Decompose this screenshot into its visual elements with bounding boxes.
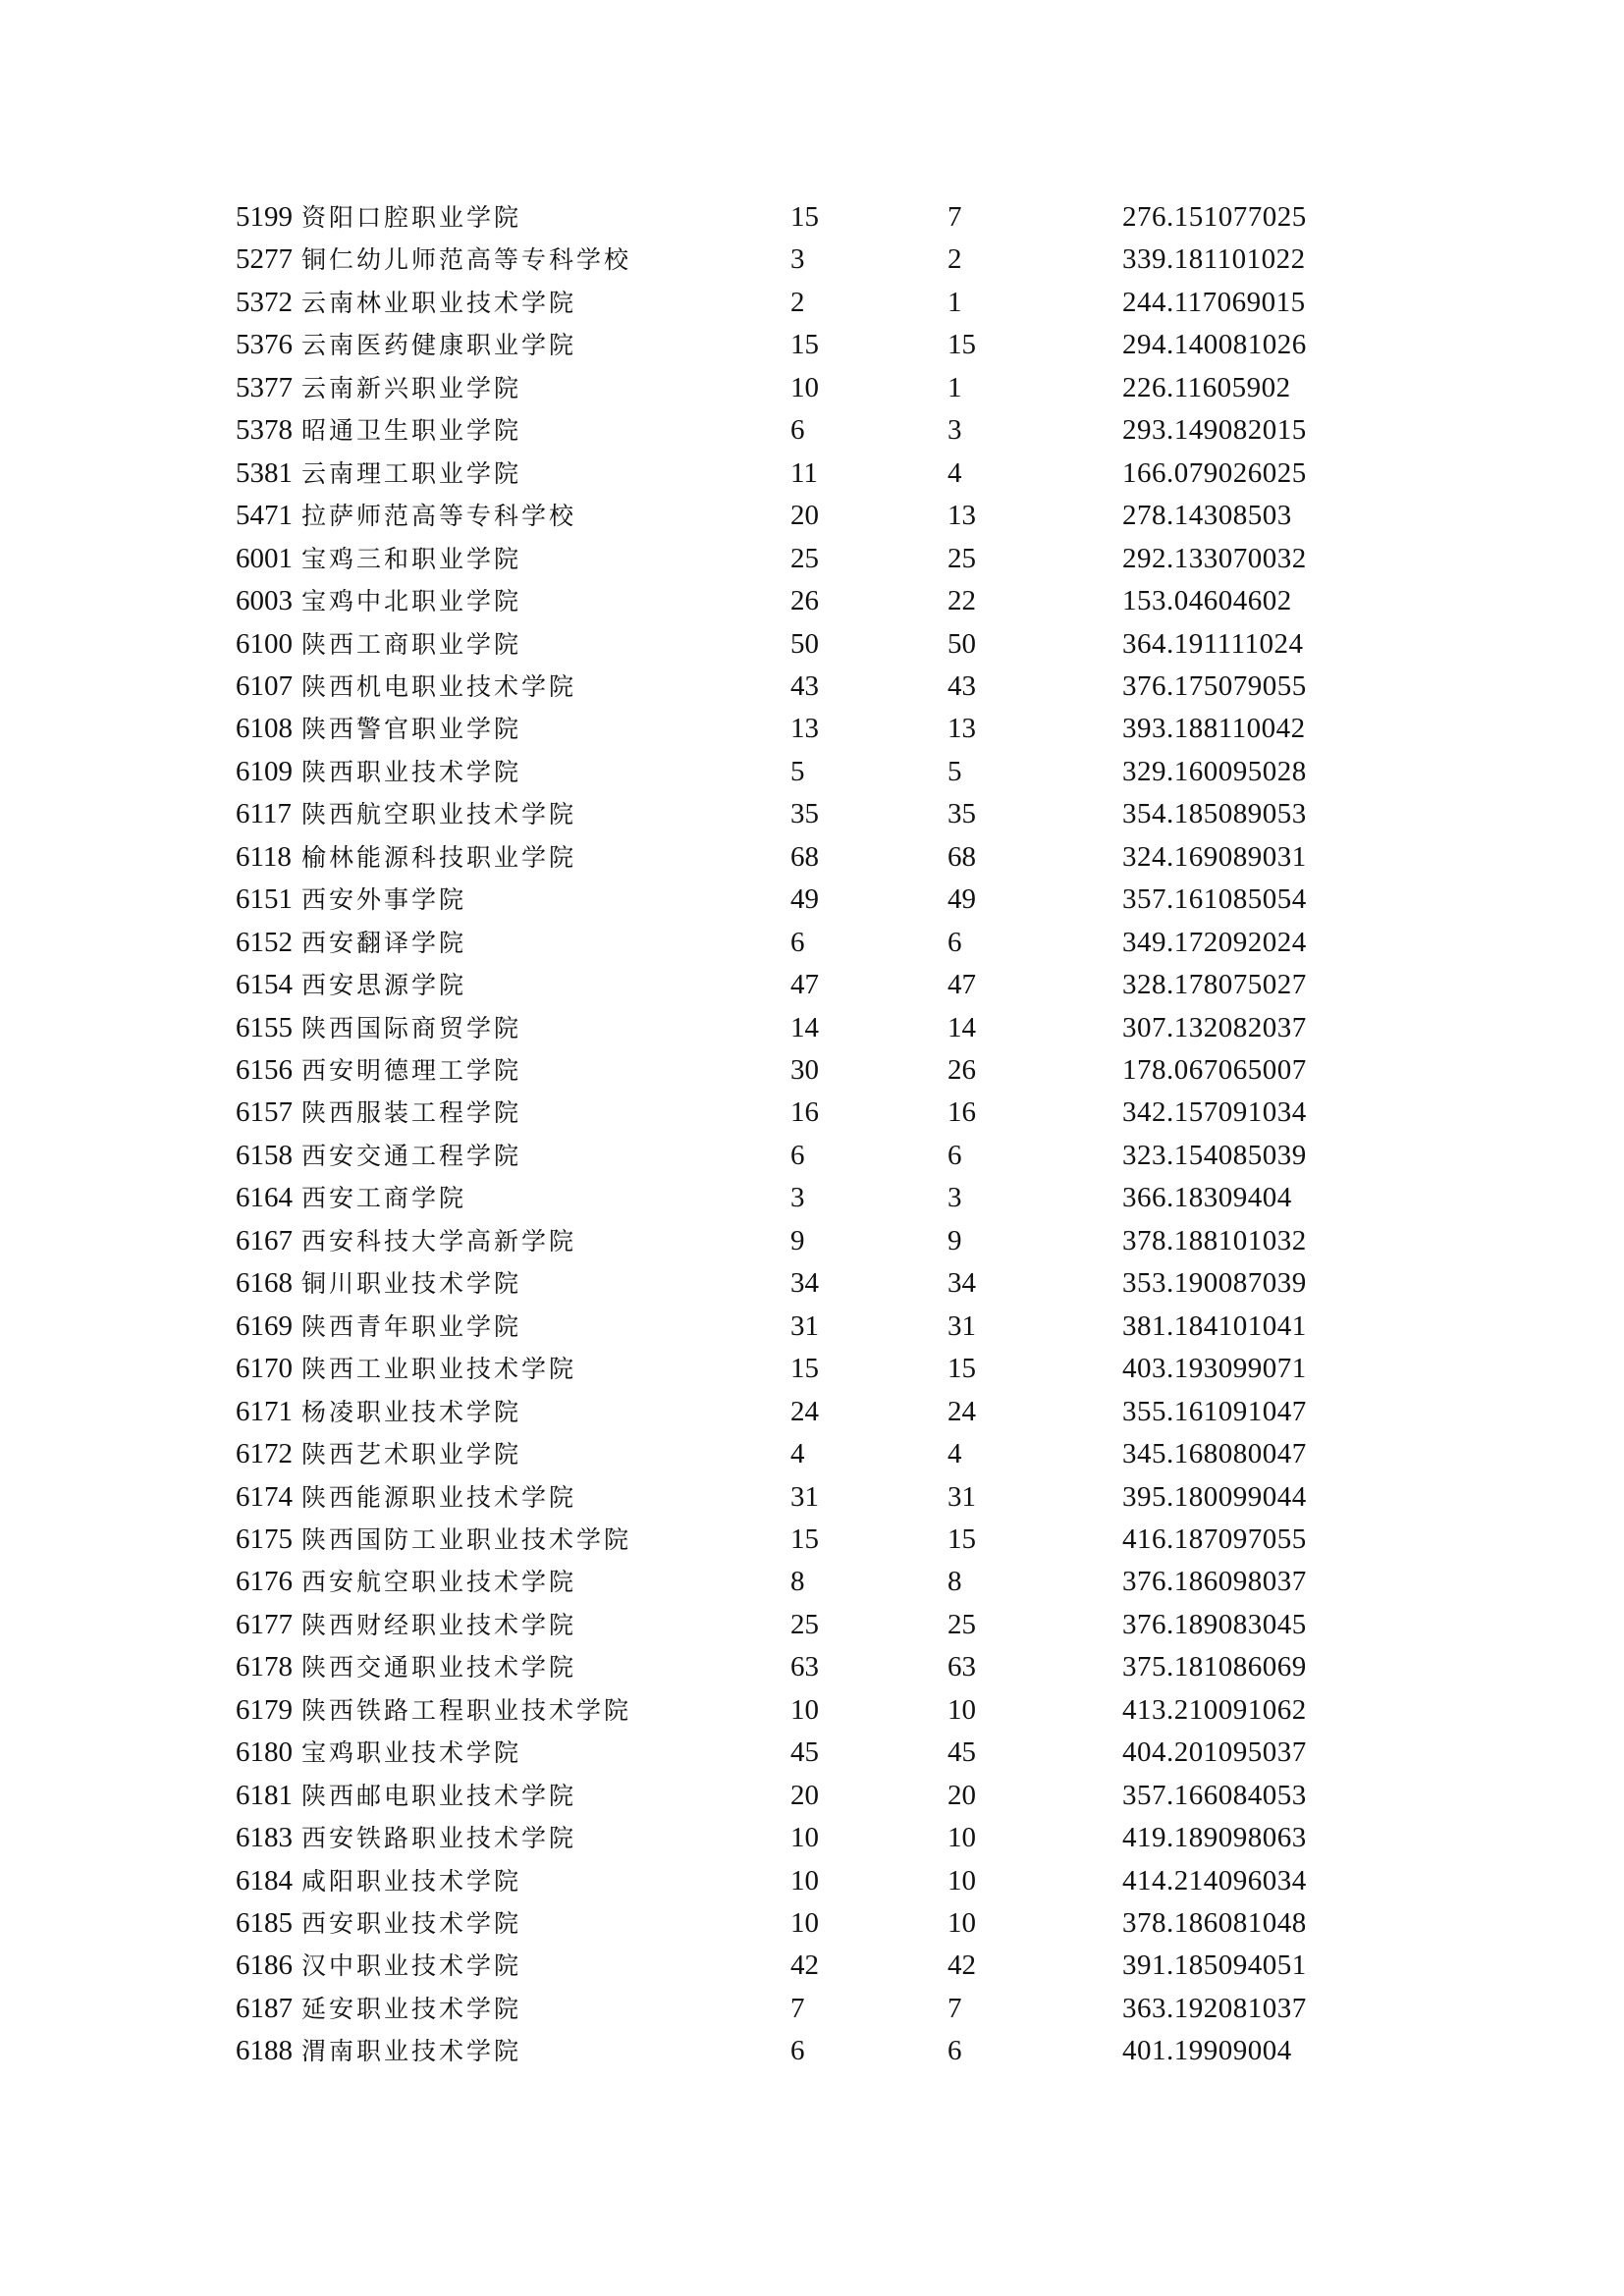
min-score: 376.189083045 (1122, 1608, 1307, 1640)
admitted-count: 20 (947, 1779, 976, 1811)
plan-count: 15 (790, 1522, 819, 1555)
admitted-count: 49 (947, 883, 976, 916)
school-code: 6100 (236, 627, 293, 660)
school-code: 6107 (236, 669, 293, 702)
admitted-count: 2 (947, 243, 962, 276)
school-code: 6167 (236, 1224, 293, 1256)
school-name: 西安铁路职业技术学院 (301, 1824, 577, 1853)
school-code: 5372 (236, 286, 293, 318)
min-score: 244.117069015 (1122, 286, 1306, 318)
school-code: 6176 (236, 1566, 293, 1598)
min-score: 328.178075027 (1122, 969, 1307, 1001)
table-row (0, 1007, 1624, 1050)
admitted-count: 4 (947, 1438, 962, 1470)
school-name: 陕西国防工业职业技术学院 (301, 1524, 632, 1554)
table-row (0, 495, 1624, 538)
school-code: 5377 (236, 371, 293, 403)
plan-count: 25 (790, 1608, 819, 1640)
admitted-count: 6 (947, 2035, 962, 2067)
school-name: 陕西机电职业技术学院 (301, 671, 577, 701)
table-row (0, 580, 1624, 623)
school-name: 西安交通工程学院 (301, 1141, 522, 1170)
min-score: 166.079026025 (1122, 456, 1307, 489)
plan-count: 26 (790, 585, 819, 617)
table-row (0, 879, 1624, 922)
plan-count: 10 (790, 1864, 819, 1896)
school-code: 6169 (236, 1309, 293, 1342)
school-name: 西安翻译学院 (301, 928, 467, 957)
table-row (0, 1135, 1624, 1178)
table-row (0, 282, 1624, 325)
school-name: 资阳口腔职业学院 (301, 203, 522, 232)
min-score: 354.185089053 (1122, 798, 1307, 830)
school-name: 宝鸡职业技术学院 (301, 1738, 522, 1768)
school-code: 6180 (236, 1736, 293, 1769)
table-row (0, 1988, 1624, 2031)
plan-count: 16 (790, 1096, 819, 1129)
min-score: 381.184101041 (1122, 1309, 1307, 1342)
table-row (0, 1306, 1624, 1349)
table-row (0, 922, 1624, 965)
school-name: 咸阳职业技术学院 (301, 1866, 522, 1896)
min-score: 293.149082015 (1122, 414, 1307, 447)
school-code: 6186 (236, 1949, 293, 1982)
min-score: 393.188110042 (1122, 713, 1306, 745)
min-score: 395.180099044 (1122, 1480, 1307, 1513)
table-row (0, 1092, 1624, 1135)
min-score: 403.193099071 (1122, 1353, 1307, 1385)
school-code: 6109 (236, 755, 293, 787)
min-score: 323.154085039 (1122, 1139, 1307, 1171)
school-name: 云南林业职业技术学院 (301, 288, 577, 317)
school-name: 榆林能源科技职业学院 (301, 842, 577, 872)
min-score: 353.190087039 (1122, 1267, 1307, 1300)
table-row (0, 793, 1624, 836)
min-score: 378.186081048 (1122, 1907, 1307, 1939)
admitted-count: 5 (947, 755, 962, 787)
school-name: 陕西交通职业技术学院 (301, 1653, 577, 1682)
table-row (0, 1391, 1624, 1434)
school-code: 6168 (236, 1267, 293, 1300)
admitted-count: 31 (947, 1480, 976, 1513)
school-code: 5471 (236, 500, 293, 532)
min-score: 376.186098037 (1122, 1566, 1307, 1598)
admitted-count: 25 (947, 542, 976, 574)
table-row (0, 623, 1624, 667)
min-score: 307.132082037 (1122, 1011, 1307, 1043)
plan-count: 15 (790, 1353, 819, 1385)
school-name: 陕西警官职业学院 (301, 715, 522, 744)
table-row (0, 1945, 1624, 1988)
school-code: 6188 (236, 2035, 293, 2067)
school-code: 6183 (236, 1822, 293, 1854)
min-score: 294.140081026 (1122, 329, 1307, 361)
school-name: 杨凌职业技术学院 (301, 1397, 522, 1426)
plan-count: 43 (790, 669, 819, 702)
school-name: 西安航空职业技术学院 (301, 1568, 577, 1597)
school-code: 6151 (236, 883, 293, 916)
admitted-count: 25 (947, 1608, 976, 1640)
admitted-count: 26 (947, 1054, 976, 1086)
admitted-count: 63 (947, 1651, 976, 1683)
min-score: 345.168080047 (1122, 1438, 1307, 1470)
school-code: 6174 (236, 1480, 293, 1513)
min-score: 342.157091034 (1122, 1096, 1307, 1129)
min-score: 391.185094051 (1122, 1949, 1307, 1982)
admitted-count: 13 (947, 500, 976, 532)
table-row (0, 708, 1624, 751)
min-score: 355.161091047 (1122, 1395, 1307, 1427)
school-name: 陕西国际商贸学院 (301, 1013, 522, 1042)
school-name: 陕西能源职业技术学院 (301, 1482, 577, 1512)
school-code: 6155 (236, 1011, 293, 1043)
plan-count: 10 (790, 1907, 819, 1939)
table-row (0, 1433, 1624, 1476)
min-score: 419.189098063 (1122, 1822, 1307, 1854)
admitted-count: 3 (947, 414, 962, 447)
school-code: 6179 (236, 1693, 293, 1726)
school-code: 6157 (236, 1096, 293, 1129)
min-score: 178.067065007 (1122, 1054, 1307, 1086)
min-score: 416.187097055 (1122, 1522, 1307, 1555)
school-code: 5376 (236, 329, 293, 361)
school-code: 6177 (236, 1608, 293, 1640)
table-row (0, 1775, 1624, 1818)
school-code: 5199 (236, 201, 293, 233)
admitted-count: 45 (947, 1736, 976, 1769)
min-score: 276.151077025 (1122, 201, 1307, 233)
table-row (0, 666, 1624, 709)
school-code: 5277 (236, 243, 293, 276)
plan-count: 6 (790, 926, 805, 958)
table-row (0, 409, 1624, 453)
school-code: 6117 (236, 798, 292, 830)
plan-count: 42 (790, 1949, 819, 1982)
school-name: 西安外事学院 (301, 885, 467, 915)
plan-count: 34 (790, 1267, 819, 1300)
plan-count: 49 (790, 883, 819, 916)
min-score: 226.11605902 (1122, 371, 1291, 403)
plan-count: 3 (790, 243, 805, 276)
school-code: 6156 (236, 1054, 293, 1086)
plan-count: 13 (790, 713, 819, 745)
plan-count: 15 (790, 329, 819, 361)
school-code: 6158 (236, 1139, 293, 1171)
admitted-count: 9 (947, 1224, 962, 1256)
table-row (0, 1348, 1624, 1391)
table-row (0, 196, 1624, 240)
school-name: 云南医药健康职业学院 (301, 331, 577, 360)
school-name: 陕西工业职业技术学院 (301, 1355, 577, 1384)
school-code: 6164 (236, 1182, 293, 1214)
plan-count: 25 (790, 542, 819, 574)
plan-count: 24 (790, 1395, 819, 1427)
min-score: 349.172092024 (1122, 926, 1307, 958)
table-row (0, 239, 1624, 282)
min-score: 153.04604602 (1122, 585, 1292, 617)
min-score: 366.18309404 (1122, 1182, 1292, 1214)
school-name: 西安明德理工学院 (301, 1056, 522, 1085)
table-row (0, 1646, 1624, 1689)
table-row (0, 2030, 1624, 2073)
school-name: 云南新兴职业学院 (301, 373, 522, 402)
table-row (0, 453, 1624, 496)
admitted-count: 14 (947, 1011, 976, 1043)
plan-count: 3 (790, 1182, 805, 1214)
school-name: 陕西青年职业学院 (301, 1311, 522, 1341)
school-name: 西安科技大学高新学院 (301, 1226, 577, 1255)
school-name: 汉中职业技术学院 (301, 1951, 522, 1981)
school-code: 6170 (236, 1353, 293, 1385)
table-row (0, 1902, 1624, 1946)
admitted-count: 15 (947, 329, 976, 361)
table-row (0, 836, 1624, 880)
admitted-count: 50 (947, 627, 976, 660)
plan-count: 10 (790, 1693, 819, 1726)
admitted-count: 22 (947, 585, 976, 617)
min-score: 363.192081037 (1122, 1992, 1307, 2024)
school-name: 陕西服装工程学院 (301, 1098, 522, 1128)
min-score: 401.19909004 (1122, 2035, 1292, 2067)
admitted-count: 15 (947, 1522, 976, 1555)
plan-count: 10 (790, 371, 819, 403)
table-row (0, 1689, 1624, 1733)
plan-count: 6 (790, 2035, 805, 2067)
admitted-count: 4 (947, 456, 962, 489)
school-code: 6178 (236, 1651, 293, 1683)
plan-count: 4 (790, 1438, 805, 1470)
plan-count: 8 (790, 1566, 805, 1598)
admitted-count: 68 (947, 840, 976, 873)
admitted-count: 10 (947, 1822, 976, 1854)
admitted-count: 10 (947, 1907, 976, 1939)
plan-count: 15 (790, 201, 819, 233)
plan-count: 6 (790, 1139, 805, 1171)
table-row (0, 1604, 1624, 1647)
admitted-count: 7 (947, 1992, 962, 2024)
min-score: 414.214096034 (1122, 1864, 1307, 1896)
min-score: 339.181101022 (1122, 243, 1306, 276)
plan-count: 7 (790, 1992, 805, 2024)
min-score: 375.181086069 (1122, 1651, 1307, 1683)
plan-count: 5 (790, 755, 805, 787)
admitted-count: 10 (947, 1693, 976, 1726)
min-score: 413.210091062 (1122, 1693, 1307, 1726)
admitted-count: 1 (947, 286, 962, 318)
table-row (0, 1519, 1624, 1562)
school-name: 陕西邮电职业技术学院 (301, 1781, 577, 1810)
school-code: 6003 (236, 585, 293, 617)
admitted-count: 42 (947, 1949, 976, 1982)
min-score: 364.191111024 (1122, 627, 1304, 660)
min-score: 404.201095037 (1122, 1736, 1307, 1769)
admitted-count: 16 (947, 1096, 976, 1129)
plan-count: 45 (790, 1736, 819, 1769)
school-code: 6108 (236, 713, 293, 745)
plan-count: 6 (790, 414, 805, 447)
table-row (0, 324, 1624, 367)
min-score: 278.14308503 (1122, 500, 1292, 532)
min-score: 357.166084053 (1122, 1779, 1307, 1811)
min-score: 378.188101032 (1122, 1224, 1307, 1256)
admitted-count: 47 (947, 969, 976, 1001)
plan-count: 2 (790, 286, 805, 318)
school-name: 宝鸡三和职业学院 (301, 544, 522, 573)
school-name: 陕西工商职业学院 (301, 629, 522, 659)
school-code: 6172 (236, 1438, 293, 1470)
school-name: 陕西航空职业技术学院 (301, 800, 577, 829)
school-name: 云南理工职业学院 (301, 458, 522, 488)
table-row (0, 1220, 1624, 1263)
plan-count: 11 (790, 456, 818, 489)
admitted-count: 6 (947, 1139, 962, 1171)
school-code: 6175 (236, 1522, 293, 1555)
table-row (0, 1732, 1624, 1775)
admitted-count: 6 (947, 926, 962, 958)
plan-count: 30 (790, 1054, 819, 1086)
table-row (0, 1049, 1624, 1093)
admitted-count: 7 (947, 201, 962, 233)
school-name: 西安职业技术学院 (301, 1909, 522, 1938)
table-row (0, 367, 1624, 410)
plan-count: 31 (790, 1309, 819, 1342)
admitted-count: 15 (947, 1353, 976, 1385)
school-code: 6185 (236, 1907, 293, 1939)
admitted-count: 43 (947, 669, 976, 702)
min-score: 357.161085054 (1122, 883, 1307, 916)
plan-count: 35 (790, 798, 819, 830)
admitted-count: 34 (947, 1267, 976, 1300)
min-score: 324.169089031 (1122, 840, 1307, 873)
plan-count: 9 (790, 1224, 805, 1256)
school-code: 6154 (236, 969, 293, 1001)
plan-count: 68 (790, 840, 819, 873)
admitted-count: 10 (947, 1864, 976, 1896)
school-code: 6171 (236, 1395, 293, 1427)
table-row (0, 964, 1624, 1007)
plan-count: 20 (790, 500, 819, 532)
table-row (0, 1262, 1624, 1306)
plan-count: 20 (790, 1779, 819, 1811)
plan-count: 47 (790, 969, 819, 1001)
school-name: 西安工商学院 (301, 1184, 467, 1213)
table-row (0, 1817, 1624, 1860)
table-row (0, 1177, 1624, 1220)
plan-count: 14 (790, 1011, 819, 1043)
school-name: 渭南职业技术学院 (301, 2037, 522, 2066)
table-row (0, 751, 1624, 794)
school-code: 6181 (236, 1779, 293, 1811)
school-code: 6118 (236, 840, 292, 873)
school-code: 6001 (236, 542, 293, 574)
school-code: 5378 (236, 414, 293, 447)
school-code: 6152 (236, 926, 293, 958)
min-score: 292.133070032 (1122, 542, 1307, 574)
plan-count: 31 (790, 1480, 819, 1513)
plan-count: 63 (790, 1651, 819, 1683)
school-code: 5381 (236, 456, 293, 489)
admitted-count: 13 (947, 713, 976, 745)
school-name: 铜川职业技术学院 (301, 1269, 522, 1299)
min-score: 329.160095028 (1122, 755, 1307, 787)
plan-count: 50 (790, 627, 819, 660)
admitted-count: 31 (947, 1309, 976, 1342)
admitted-count: 1 (947, 371, 962, 403)
table-row (0, 1860, 1624, 1903)
school-name: 拉萨师范高等专科学校 (301, 502, 577, 531)
admitted-count: 3 (947, 1182, 962, 1214)
table-row (0, 1476, 1624, 1520)
school-name: 西安思源学院 (301, 971, 467, 1000)
admitted-count: 8 (947, 1566, 962, 1598)
school-name: 陕西艺术职业学院 (301, 1440, 522, 1469)
school-name: 陕西财经职业技术学院 (301, 1610, 577, 1639)
school-name: 延安职业技术学院 (301, 1994, 522, 2023)
school-name: 陕西铁路工程职业技术学院 (301, 1695, 632, 1725)
school-code: 6187 (236, 1992, 293, 2024)
admitted-count: 24 (947, 1395, 976, 1427)
table-row (0, 538, 1624, 581)
school-name: 陕西职业技术学院 (301, 757, 522, 786)
table-row (0, 1561, 1624, 1604)
school-code: 6184 (236, 1864, 293, 1896)
plan-count: 10 (790, 1822, 819, 1854)
school-name: 铜仁幼儿师范高等专科学校 (301, 245, 632, 275)
school-name: 宝鸡中北职业学院 (301, 587, 522, 616)
admitted-count: 35 (947, 798, 976, 830)
school-name: 昭通卫生职业学院 (301, 416, 522, 446)
min-score: 376.175079055 (1122, 669, 1307, 702)
